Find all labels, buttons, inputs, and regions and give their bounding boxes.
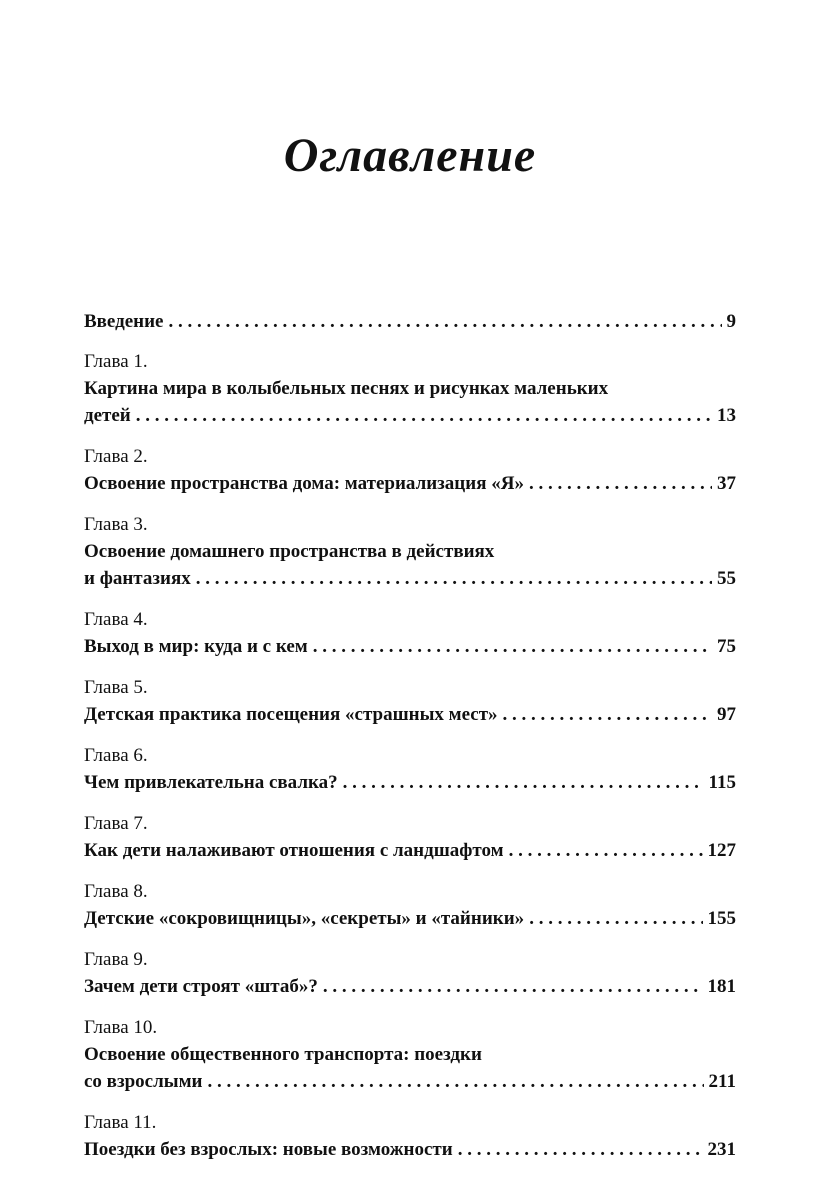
toc-page-number: 97	[717, 704, 736, 725]
toc-page-number: 55	[717, 568, 736, 589]
toc-line	[84, 1136, 736, 1163]
chapter-title-line: Картина мира в колыбельных песнях и рисунках маленьких	[84, 378, 609, 399]
chapter-title-line: и фантазиях	[84, 568, 191, 589]
chapter-label: Глава 2.	[84, 446, 148, 467]
toc-entry-chapter-8[interactable]	[84, 879, 736, 932]
toc-line	[84, 565, 736, 592]
dot-leader	[529, 905, 702, 932]
toc-entry-chapter-5[interactable]	[84, 675, 736, 728]
chapter-title-line: Чем привлекательна свалка?	[84, 772, 338, 793]
table-of-contents	[84, 308, 736, 1178]
toc-entry-introduction[interactable]	[84, 308, 736, 335]
toc-line	[84, 769, 736, 796]
toc-page-number: 13	[717, 405, 736, 426]
toc-entry-chapter-10[interactable]	[84, 1015, 736, 1095]
chapter-title-line: Как дети налаживают отношения с ландшафтом	[84, 840, 504, 861]
chapter-list	[84, 349, 736, 1163]
toc-page-number: 231	[707, 1139, 736, 1160]
dot-leader	[529, 470, 712, 497]
toc-page-number: 37	[717, 473, 736, 494]
chapter-title-line: детей	[84, 405, 131, 426]
toc-page-number: 181	[707, 976, 736, 997]
toc-page-number: 9	[726, 311, 736, 332]
toc-entry-chapter-6[interactable]	[84, 743, 736, 796]
chapter-label: Глава 9.	[84, 949, 148, 970]
chapter-title-line: Освоение пространства дома: материализация «Я»	[84, 473, 524, 494]
chapter-title-line: Выход в мир: куда и с кем	[84, 636, 308, 657]
dot-leader	[136, 402, 712, 429]
toc-line	[84, 402, 736, 429]
chapter-label: Глава 1.	[84, 351, 148, 372]
toc-page-number: 115	[708, 772, 736, 793]
toc-entry-title: Введение	[84, 311, 164, 332]
dot-leader	[343, 769, 704, 796]
toc-page-number: 127	[707, 840, 736, 861]
toc-line	[84, 470, 736, 497]
toc-entry-chapter-2[interactable]	[84, 444, 736, 497]
page-title: Оглавление	[283, 129, 537, 182]
toc-page-number: 155	[707, 908, 736, 929]
chapter-label: Глава 5.	[84, 677, 148, 698]
toc-entry-chapter-1[interactable]	[84, 349, 736, 429]
chapter-label: Глава 6.	[84, 745, 148, 766]
dot-leader	[458, 1136, 703, 1163]
toc-entry-chapter-3[interactable]	[84, 512, 736, 592]
chapter-title-line: Освоение домашнего пространства в действиях	[84, 541, 495, 562]
chapter-title-line: Зачем дети строят «штаб»?	[84, 976, 318, 997]
toc-line	[84, 973, 736, 1000]
chapter-label: Глава 7.	[84, 813, 148, 834]
chapter-title-line: Поездки без взрослых: новые возможности	[84, 1139, 453, 1160]
toc-line	[84, 701, 736, 728]
toc-page-number: 75	[717, 636, 736, 657]
toc-line	[84, 905, 736, 932]
dot-leader	[196, 565, 712, 592]
toc-line	[84, 1068, 736, 1095]
dot-leader	[169, 308, 722, 335]
chapter-title-line: Детская практика посещения «страшных мест»	[84, 704, 498, 725]
chapter-label: Глава 8.	[84, 881, 148, 902]
chapter-title-line: Детские «сокровищницы», «секреты» и «тайники»	[84, 908, 525, 929]
toc-line	[84, 837, 736, 864]
chapter-label: Глава 4.	[84, 609, 148, 630]
chapter-title-line: со взрослыми	[84, 1071, 203, 1092]
toc-entry-chapter-9[interactable]	[84, 947, 736, 1000]
chapter-label: Глава 3.	[84, 514, 148, 535]
chapter-title-line: Освоение общественного транспорта: поездки	[84, 1044, 482, 1065]
chapter-label: Глава 10.	[84, 1017, 158, 1038]
toc-line	[84, 633, 736, 660]
dot-leader	[509, 837, 703, 864]
toc-line	[84, 308, 736, 335]
toc-entry-chapter-11[interactable]	[84, 1110, 736, 1163]
dot-leader	[323, 973, 703, 1000]
toc-entry-chapter-7[interactable]	[84, 811, 736, 864]
toc-entry-chapter-4[interactable]	[84, 607, 736, 660]
toc-page-number: 211	[708, 1071, 736, 1092]
dot-leader	[207, 1068, 703, 1095]
dot-leader	[503, 701, 712, 728]
dot-leader	[313, 633, 712, 660]
chapter-label: Глава 11.	[84, 1112, 157, 1133]
